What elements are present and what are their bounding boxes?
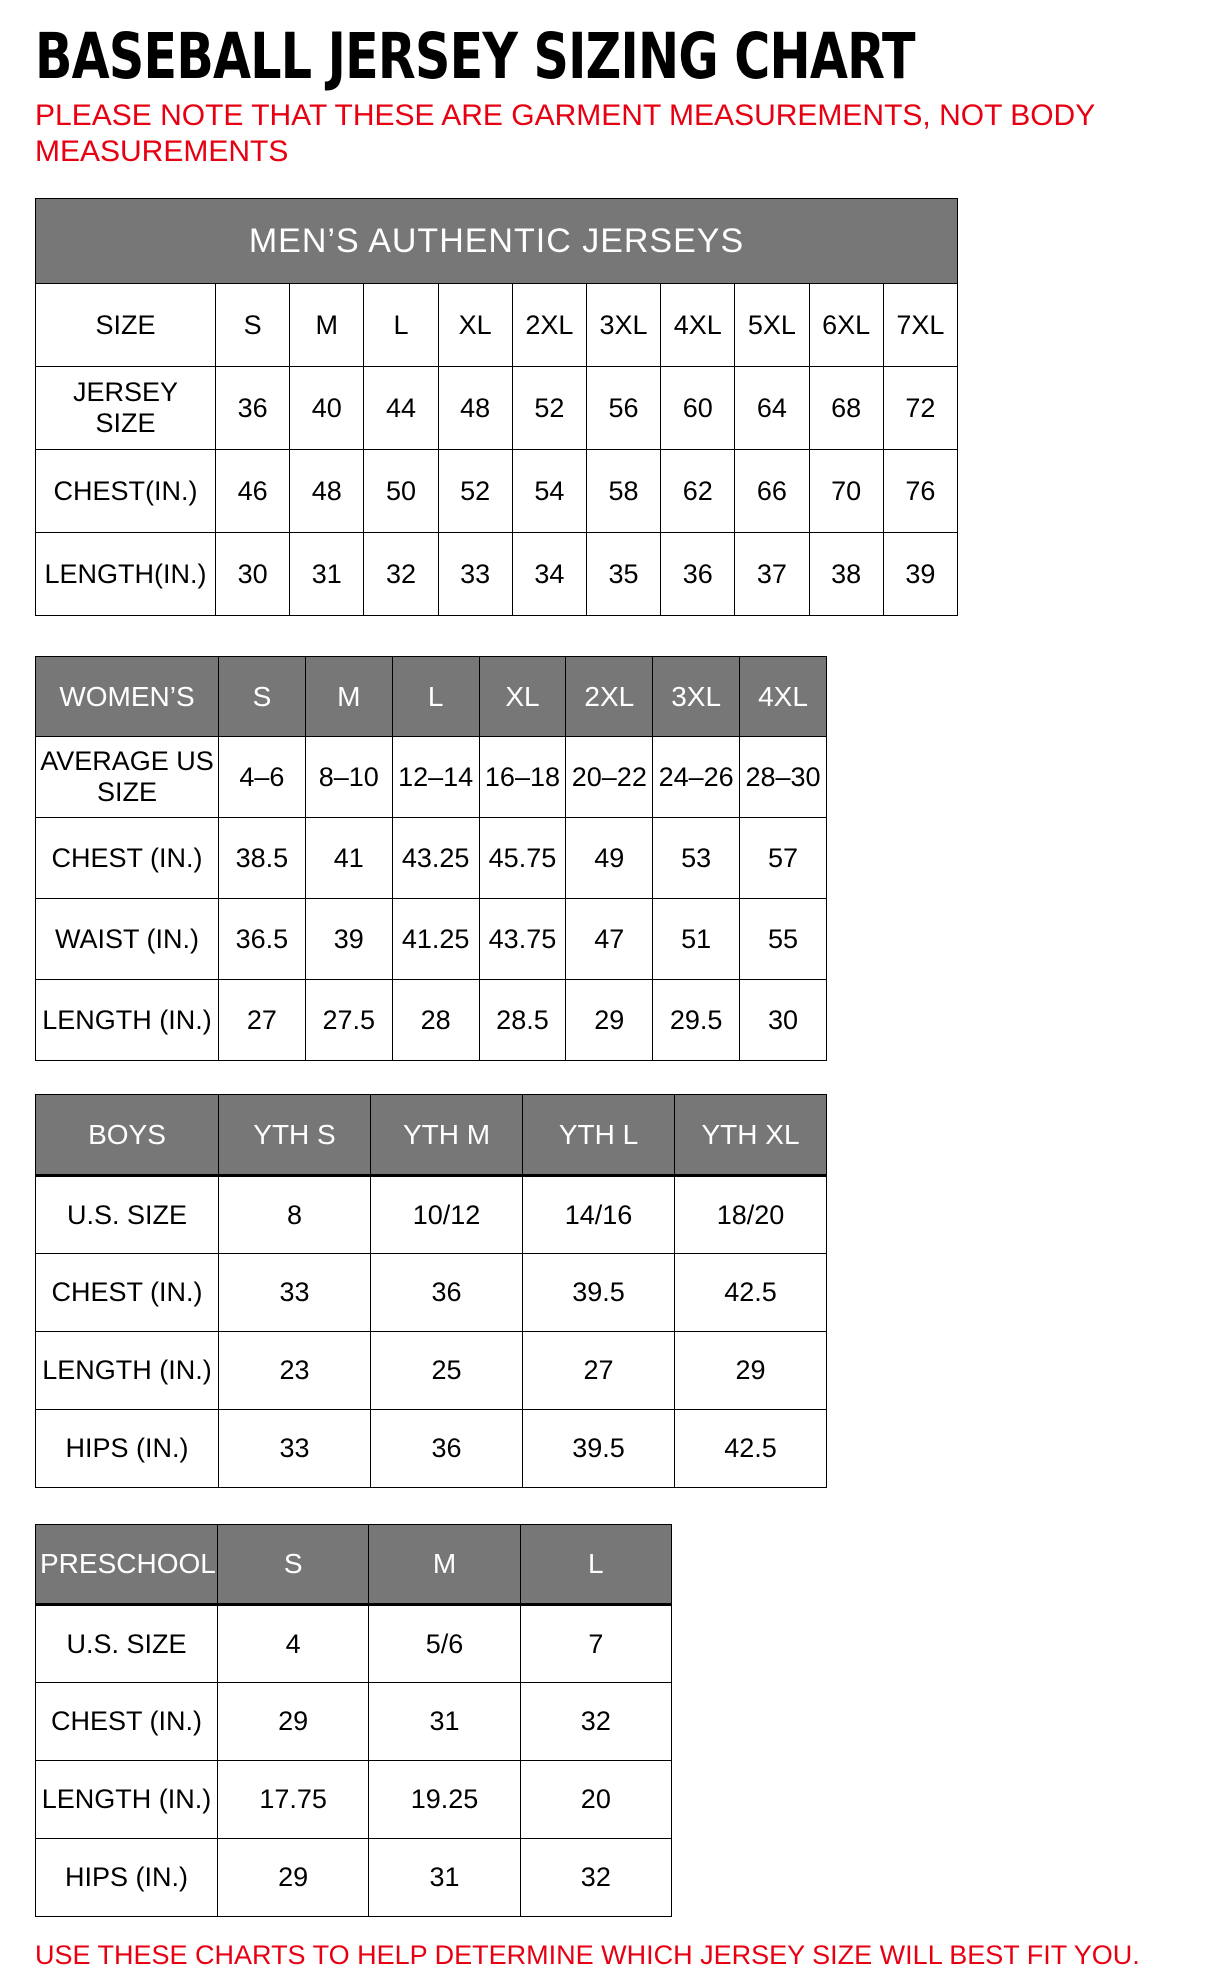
womens-cell: 55 (740, 899, 827, 980)
boys-cell: 33 (219, 1410, 371, 1488)
womens-cell: 12–14 (392, 737, 479, 818)
mens-cell: 76 (883, 450, 957, 533)
womens-cell: 53 (653, 818, 740, 899)
womens-cell: 30 (740, 980, 827, 1061)
mens-cell: 36 (661, 533, 735, 616)
mens-cell: 60 (661, 367, 735, 450)
garment-measurements-note: PLEASE NOTE THAT THESE ARE GARMENT MEASUREMENTS, NOT BODY MEASUREMENTS (35, 99, 1095, 168)
womens-col-header-3xl: 3XL (653, 657, 740, 737)
womens-header-row (36, 657, 827, 737)
mens-cell: 34 (512, 533, 586, 616)
mens-cell: 7XL (883, 284, 957, 367)
mens-cell: 68 (809, 367, 883, 450)
page-title (35, 20, 1185, 93)
preschool-row-label: CHEST (IN.) (36, 1683, 218, 1761)
boys-cell: 8 (219, 1176, 371, 1254)
boys-cell: 29 (675, 1332, 827, 1410)
womens-col-header-m: M (305, 657, 392, 737)
mens-row-length-in- (36, 533, 958, 616)
womens-cell: 20–22 (566, 737, 653, 818)
mens-cell: 48 (438, 367, 512, 450)
boys-row-u-s-size (36, 1176, 827, 1254)
mens-cell: 37 (735, 533, 809, 616)
preschool-col-header-l: L (520, 1525, 671, 1605)
mens-row-chest-in- (36, 450, 958, 533)
preschool-cell: 31 (369, 1683, 520, 1761)
womens-cell: 27.5 (305, 980, 392, 1061)
preschool-cell: 29 (218, 1839, 369, 1917)
womens-cell: 41 (305, 818, 392, 899)
mens-cell: 6XL (809, 284, 883, 367)
mens-cell: L (364, 284, 438, 367)
mens-row-label: CHEST(IN.) (36, 450, 216, 533)
preschool-cell: 32 (520, 1683, 671, 1761)
mens-cell: 40 (290, 367, 364, 450)
preschool-row-label: HIPS (IN.) (36, 1839, 218, 1917)
mens-row-jersey-size (36, 367, 958, 450)
boys-col-header-yth-s: YTH S (219, 1095, 371, 1176)
mens-cell: 72 (883, 367, 957, 450)
boys-cell: 42.5 (675, 1254, 827, 1332)
womens-row-waist-in- (36, 899, 827, 980)
mens-row-label: SIZE (36, 284, 216, 367)
mens-header-row (36, 199, 958, 284)
womens-col-header-4xl: 4XL (740, 657, 827, 737)
mens-cell: 36 (216, 367, 290, 450)
boys-col-header-yth-l: YTH L (523, 1095, 675, 1176)
mens-cell: 70 (809, 450, 883, 533)
mens-cell: 54 (512, 450, 586, 533)
boys-cell: 27 (523, 1332, 675, 1410)
mens-cell: 50 (364, 450, 438, 533)
womens-row-label: WAIST (IN.) (36, 899, 219, 980)
mens-cell: 2XL (512, 284, 586, 367)
preschool-row-length-in- (36, 1761, 672, 1839)
womens-cell: 28.5 (479, 980, 566, 1061)
womens-row-length-in- (36, 980, 827, 1061)
preschool-row-label: LENGTH (IN.) (36, 1761, 218, 1839)
mens-cell: XL (438, 284, 512, 367)
mens-row-label: LENGTH(IN.) (36, 533, 216, 616)
boys-cell: 18/20 (675, 1176, 827, 1254)
womens-row-label: AVERAGE US SIZE (36, 737, 219, 818)
preschool-cell: 31 (369, 1839, 520, 1917)
mens-cell: 5XL (735, 284, 809, 367)
preschool-row-u-s-size (36, 1605, 672, 1683)
womens-cell: 16–18 (479, 737, 566, 818)
mens-cell: S (216, 284, 290, 367)
mens-cell: 38 (809, 533, 883, 616)
boys-cell: 25 (371, 1332, 523, 1410)
boys-row-chest-in- (36, 1254, 827, 1332)
preschool-row-hips-in- (36, 1839, 672, 1917)
womens-cell: 38.5 (219, 818, 306, 899)
womens-col-header-l: L (392, 657, 479, 737)
womens-cell: 47 (566, 899, 653, 980)
preschool-table-title: PRESCHOOL (36, 1525, 218, 1605)
womens-sizing-table (35, 656, 827, 1061)
boys-cell: 36 (371, 1410, 523, 1488)
fit-advice-note: USE THESE CHARTS TO HELP DETERMINE WHICH JERSEY SIZE WILL BEST FIT YOU. (35, 1940, 1140, 1970)
mens-cell: 46 (216, 450, 290, 533)
mens-cell: 33 (438, 533, 512, 616)
womens-cell: 36.5 (219, 899, 306, 980)
mens-table-title: MEN’S AUTHENTIC JERSEYS (36, 199, 958, 284)
womens-cell: 43.25 (392, 818, 479, 899)
womens-cell: 4–6 (219, 737, 306, 818)
womens-col-header-xl: XL (479, 657, 566, 737)
preschool-row-label: U.S. SIZE (36, 1605, 218, 1683)
mens-cell: 58 (586, 450, 660, 533)
preschool-cell: 4 (218, 1605, 369, 1683)
womens-cell: 39 (305, 899, 392, 980)
mens-cell: 52 (438, 450, 512, 533)
mens-cell: 3XL (586, 284, 660, 367)
womens-cell: 57 (740, 818, 827, 899)
mens-cell: 4XL (661, 284, 735, 367)
womens-cell: 51 (653, 899, 740, 980)
boys-cell: 10/12 (371, 1176, 523, 1254)
mens-cell: 52 (512, 367, 586, 450)
boys-row-length-in- (36, 1332, 827, 1410)
preschool-col-header-s: S (218, 1525, 369, 1605)
womens-row-label: CHEST (IN.) (36, 818, 219, 899)
womens-cell: 29.5 (653, 980, 740, 1061)
mens-cell: 64 (735, 367, 809, 450)
boys-cell: 42.5 (675, 1410, 827, 1488)
womens-row-chest-in- (36, 818, 827, 899)
mens-cell: 39 (883, 533, 957, 616)
womens-row-average-us-size (36, 737, 827, 818)
mens-cell: 44 (364, 367, 438, 450)
boys-row-hips-in- (36, 1410, 827, 1488)
boys-table-title: BOYS (36, 1095, 219, 1176)
boys-cell: 36 (371, 1254, 523, 1332)
preschool-col-header-m: M (369, 1525, 520, 1605)
mens-authentic-jerseys-table (35, 198, 958, 616)
womens-cell: 28 (392, 980, 479, 1061)
boys-col-header-yth-m: YTH M (371, 1095, 523, 1176)
womens-cell: 28–30 (740, 737, 827, 818)
boys-sizing-table (35, 1094, 827, 1488)
mens-cell: 32 (364, 533, 438, 616)
womens-cell: 27 (219, 980, 306, 1061)
mens-cell: 48 (290, 450, 364, 533)
mens-row-size (36, 284, 958, 367)
preschool-cell: 32 (520, 1839, 671, 1917)
preschool-cell: 7 (520, 1605, 671, 1683)
mens-cell: 66 (735, 450, 809, 533)
womens-cell: 24–26 (653, 737, 740, 818)
preschool-cell: 20 (520, 1761, 671, 1839)
preschool-header-row (36, 1525, 672, 1605)
womens-cell: 8–10 (305, 737, 392, 818)
womens-table-title: WOMEN’S (36, 657, 219, 737)
mens-cell: M (290, 284, 364, 367)
boys-cell: 39.5 (523, 1410, 675, 1488)
boys-col-header-yth-xl: YTH XL (675, 1095, 827, 1176)
womens-row-label: LENGTH (IN.) (36, 980, 219, 1061)
mens-cell: 62 (661, 450, 735, 533)
preschool-cell: 5/6 (369, 1605, 520, 1683)
mens-cell: 35 (586, 533, 660, 616)
boys-cell: 39.5 (523, 1254, 675, 1332)
boys-row-label: HIPS (IN.) (36, 1410, 219, 1488)
womens-cell: 29 (566, 980, 653, 1061)
womens-col-header-s: S (219, 657, 306, 737)
boys-row-label: LENGTH (IN.) (36, 1332, 219, 1410)
mens-row-label: JERSEY SIZE (36, 367, 216, 450)
preschool-cell: 19.25 (369, 1761, 520, 1839)
boys-row-label: CHEST (IN.) (36, 1254, 219, 1332)
preschool-sizing-table (35, 1524, 672, 1917)
womens-col-header-2xl: 2XL (566, 657, 653, 737)
womens-cell: 41.25 (392, 899, 479, 980)
boys-cell: 33 (219, 1254, 371, 1332)
preschool-cell: 17.75 (218, 1761, 369, 1839)
mens-cell: 56 (586, 367, 660, 450)
womens-cell: 43.75 (479, 899, 566, 980)
mens-cell: 30 (216, 533, 290, 616)
boys-header-row (36, 1095, 827, 1176)
page-title-text: BASEBALL JERSEY SIZING CHART (35, 20, 915, 93)
boys-cell: 23 (219, 1332, 371, 1410)
mens-cell: 31 (290, 533, 364, 616)
boys-row-label: U.S. SIZE (36, 1176, 219, 1254)
womens-cell: 45.75 (479, 818, 566, 899)
preschool-cell: 29 (218, 1683, 369, 1761)
boys-cell: 14/16 (523, 1176, 675, 1254)
womens-cell: 49 (566, 818, 653, 899)
preschool-row-chest-in- (36, 1683, 672, 1761)
